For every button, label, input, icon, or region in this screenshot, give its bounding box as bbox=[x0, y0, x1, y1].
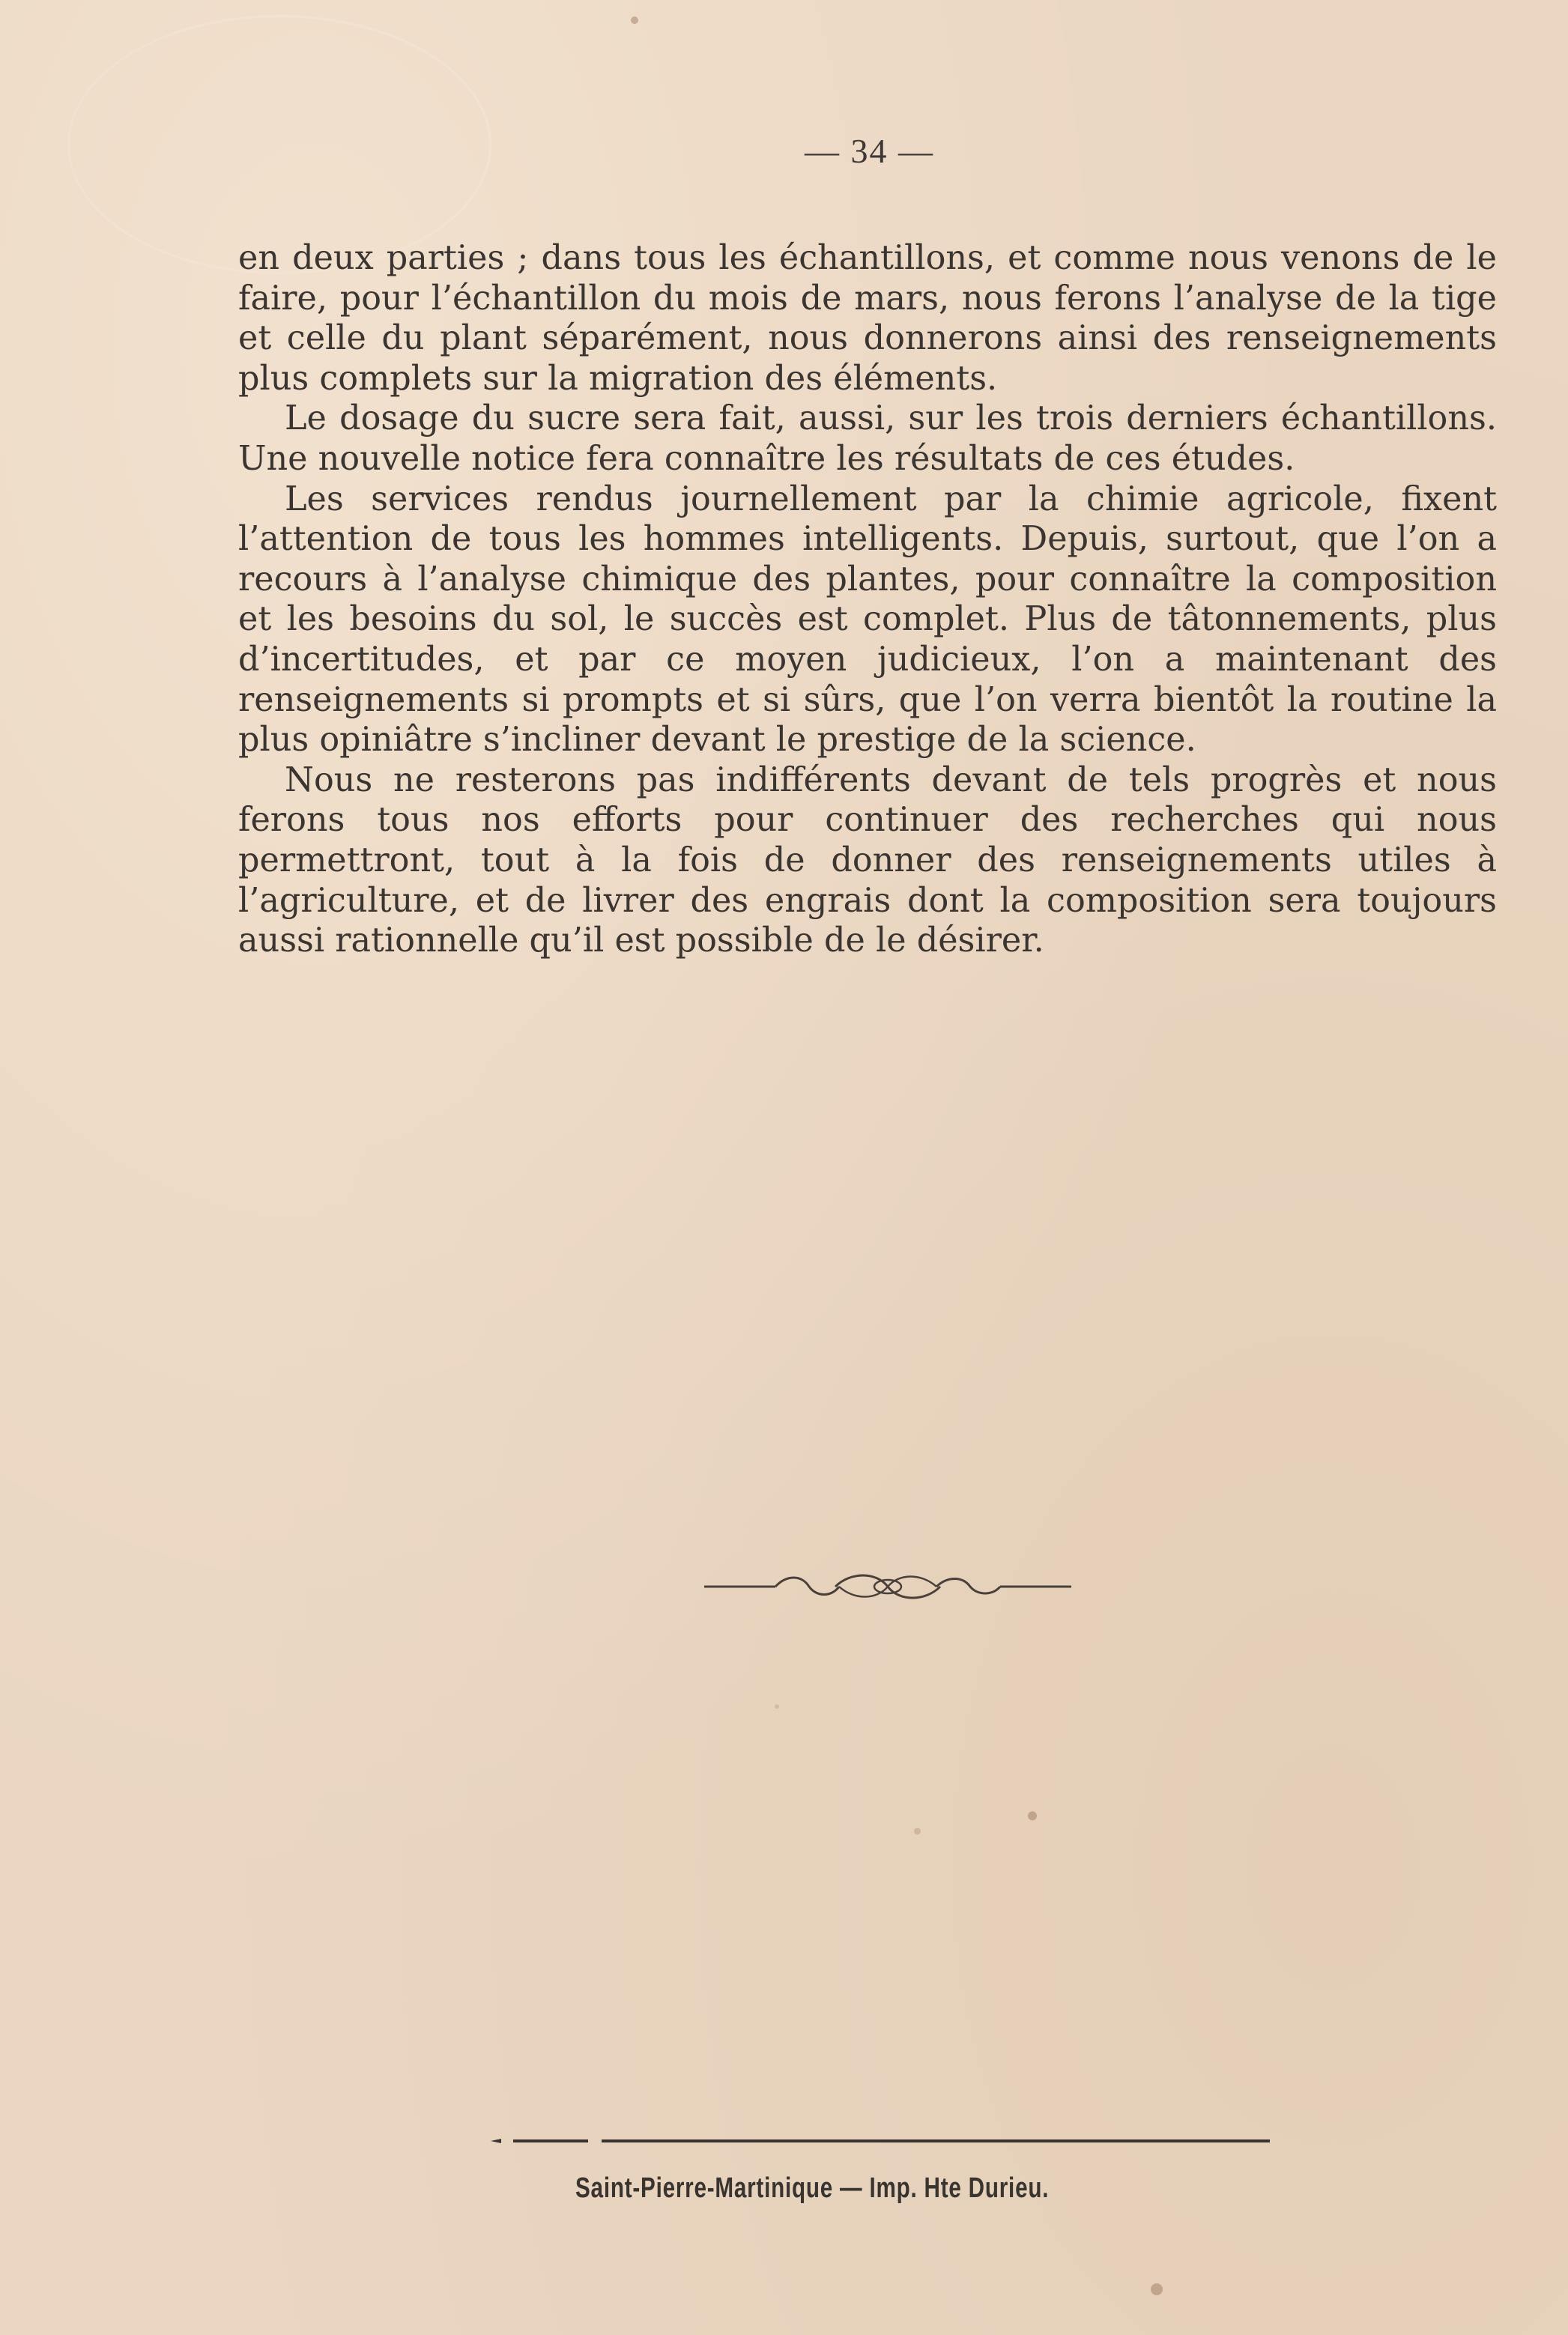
footer-rule bbox=[491, 2136, 1270, 2145]
paper-speck bbox=[631, 16, 638, 24]
paragraph-continuation: en deux parties ; dans tous les échantillons, et comme nous venons de le faire, pour l’échantillon du mois de mars, nous ferons l’analyse de la tige et celle du plant séparément, nous donnerons ainsi des renseignements plus complets sur la migration des éléments. bbox=[238, 239, 1497, 398]
printer-imprint: Saint-Pierre-Martinique — Imp. Hte Durieu. bbox=[575, 2172, 1050, 2204]
embossed-stamp-mark bbox=[67, 15, 491, 274]
paragraph-continued-research: Nous ne resterons pas indifférents devant de tels progrès et nous ferons tous nos efforts pour continuer des recherches qui nous permettront, tout à la fois de donner des renseignements utiles à l’agriculture, et de livrer des engrais dont la composition sera toujours aussi rationnelle qu’il est possible de le désirer. bbox=[238, 760, 1497, 960]
paper-speck bbox=[775, 1704, 779, 1709]
paragraph-agricultural-chemistry: Les services rendus journellement par la chimie agricole, fixent l’attention de tous les hommes intelligents. Depuis, surtout, que l’on a recours à l’analyse chimique des plantes, pour connaître la composition et les besoins du sol, le succès est complet. Plus de tâtonnements, plus d’incertitudes, et par ce moyen judicieux, l’on a maintenant des renseignements si prompts et si sûrs, que l’on verra bientôt la routine la plus opiniâtre s’incliner devant le prestige de la science. bbox=[238, 479, 1497, 760]
decorative-ornament bbox=[704, 1567, 1071, 1605]
page-number: — 34 — bbox=[805, 132, 934, 170]
paragraph-sugar-dosage: Le dosage du sucre sera fait, aussi, sur les trois derniers échantillons. Une nouvelle notice fera connaître les résultats de ces études. bbox=[238, 399, 1497, 478]
paper-speck bbox=[914, 1828, 921, 1835]
paper-speck bbox=[1151, 2283, 1163, 2295]
body-text bbox=[238, 238, 1497, 961]
paper-speck bbox=[1028, 1811, 1037, 1820]
